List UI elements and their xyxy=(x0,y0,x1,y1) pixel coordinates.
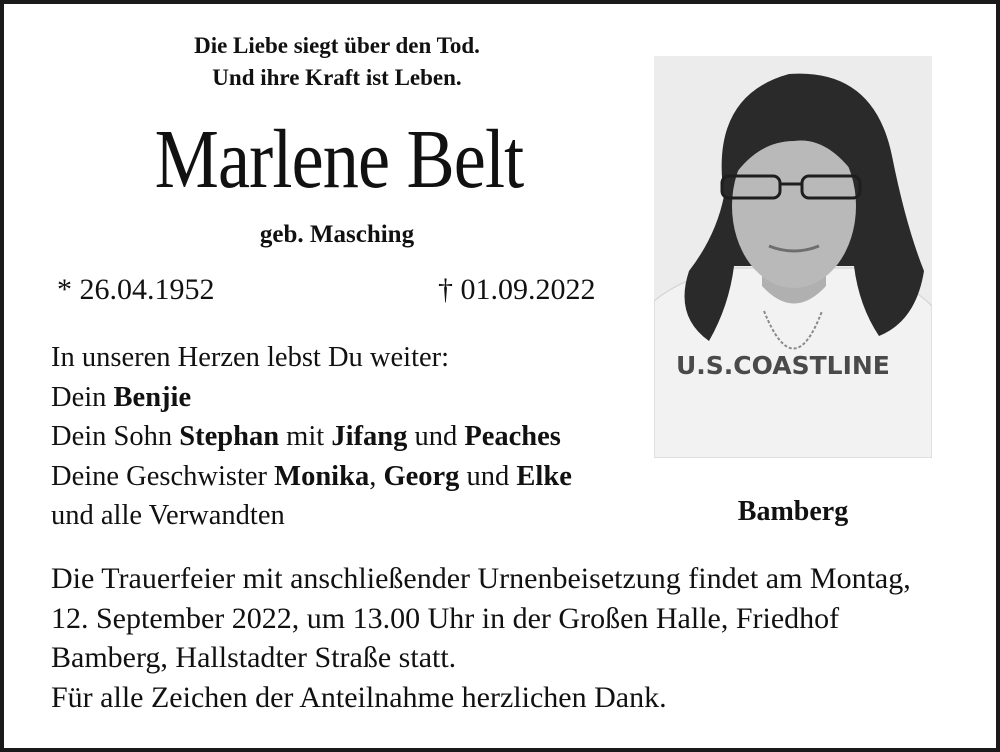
text-fragment: , xyxy=(369,460,384,492)
text-fragment: Dein Sohn xyxy=(51,421,180,452)
mourner-line-4: und alle Verwandten xyxy=(51,500,285,531)
text-fragment: und xyxy=(407,421,465,452)
mourners-list xyxy=(51,338,572,536)
portrait-photo xyxy=(654,56,932,458)
deceased-name: Marlene Belt xyxy=(154,113,524,206)
birth-date: * 26.04.1952 xyxy=(57,273,215,306)
maiden-name: geb. Masching xyxy=(259,221,415,248)
ceremony-line-1: Die Trauerfeier mit anschließender Urnenbeisetzung findet am Montag, xyxy=(51,562,911,595)
death-date: † 01.09.2022 xyxy=(438,273,596,306)
text-fragment: und xyxy=(459,460,517,492)
mourner-name: Benjie xyxy=(113,381,192,413)
mourner-name: Georg xyxy=(383,460,460,492)
mourner-line-3 xyxy=(51,457,572,497)
motto-line-1: Die Liebe siegt über den Tod. xyxy=(194,33,480,58)
text-fragment: Dein xyxy=(51,381,114,413)
mourner-name: Elke xyxy=(516,460,572,492)
mourner-name: Peaches xyxy=(464,421,561,452)
mourner-name: Stephan xyxy=(179,421,280,452)
text-fragment: mit xyxy=(279,421,332,452)
ceremony-text xyxy=(51,559,911,717)
mourner-line-1 xyxy=(51,378,572,418)
mourner-line-2 xyxy=(51,417,572,457)
ceremony-line-2: 12. September 2022, um 13.00 Uhr in der Großen Halle, Friedhof xyxy=(51,601,840,635)
city-name: Bamberg xyxy=(737,496,849,527)
ceremony-line-4: Für alle Zeichen der Anteilnahme herzlichen Dank. xyxy=(51,680,667,714)
text-fragment: Deine Geschwister xyxy=(51,460,275,492)
shirt-print: U.S.COASTLINE xyxy=(676,351,890,380)
mourners-intro: In unseren Herzen lebst Du weiter: xyxy=(51,342,450,373)
mourner-name: Monika xyxy=(274,460,370,492)
ceremony-line-3: Bamberg, Hallstadter Straße statt. xyxy=(51,641,457,674)
mourner-name: Jifang xyxy=(331,421,408,452)
motto-line-2: Und ihre Kraft ist Leben. xyxy=(212,65,462,90)
